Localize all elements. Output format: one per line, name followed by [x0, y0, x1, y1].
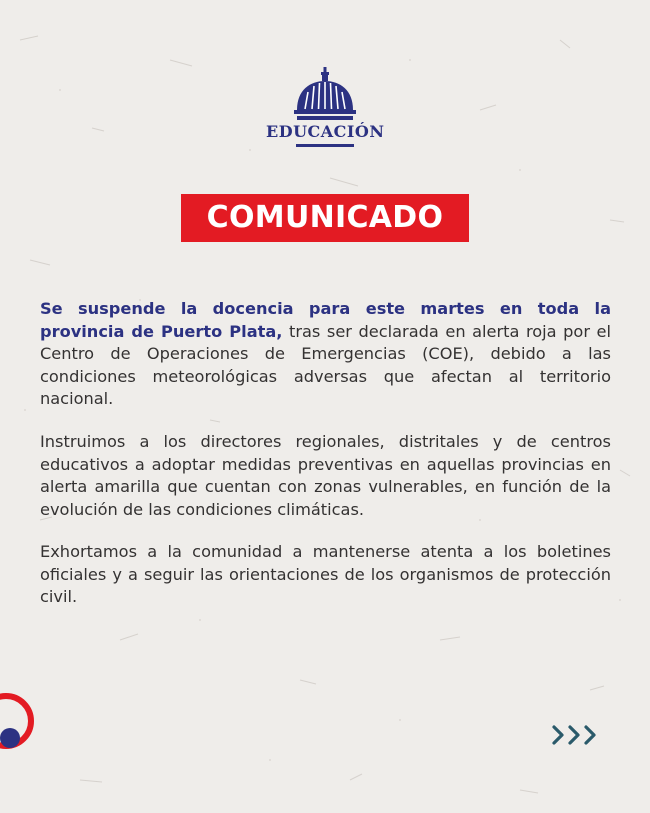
paragraph-1-emphasis: Se suspende la docencia para este martes en toda la provincia de Puerto Plata, [40, 299, 611, 341]
chevrons-right-icon[interactable] [548, 720, 606, 750]
comunicado-banner: COMUNICADO [181, 194, 469, 242]
dome-icon [266, 66, 384, 122]
paragraph-1 [40, 298, 611, 411]
education-logo [266, 66, 384, 150]
circle-decoration-icon [0, 688, 50, 758]
paragraph-3: Exhortamos a la comunidad a mantenerse atenta a los boletines oficiales y a seguir las orientaciones de los organismos de protección civil. [40, 542, 611, 606]
logo-underline [296, 144, 354, 147]
logo-wordmark: EDUCACIÓN [266, 122, 385, 141]
paragraph-1-text: tras ser declarada en alerta roja por el Centro de Operaciones de Emergencias (COE), debido a las condiciones meteorológicas adversas que afectan al territorio nacional. [40, 321, 611, 408]
paragraph-2: Instruimos a los directores regionales, distritales y de centros educativos a adoptar medidas preventivas en aquellas provincias en alerta amarilla que cuentan con zonas vulnerables, en función de la evolución de las condiciones climáticas. [40, 432, 611, 519]
